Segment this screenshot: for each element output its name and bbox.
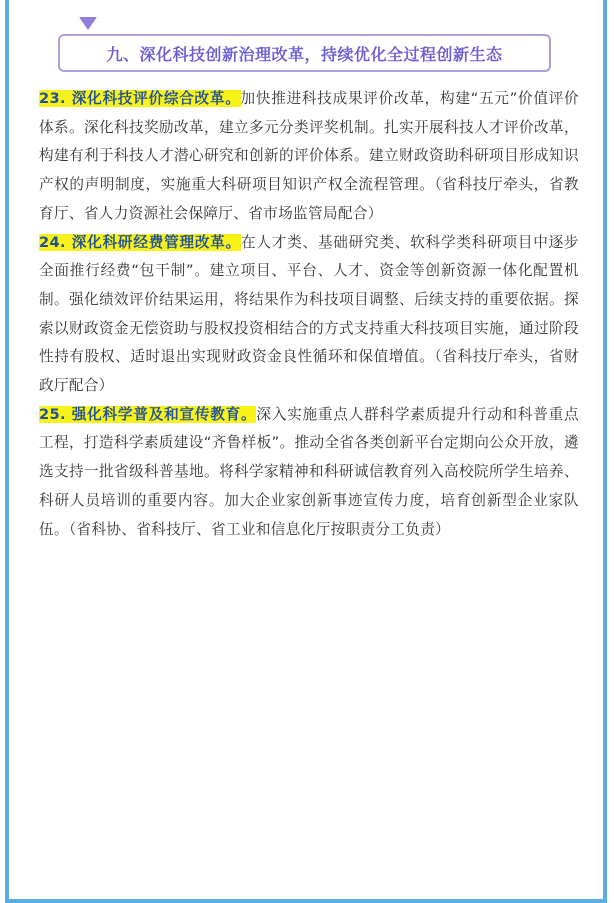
item-23 bbox=[39, 85, 579, 229]
item-23-heading bbox=[39, 90, 241, 107]
item-24-body: 在人才类、基础研究类、软科学类科研项目中逐步全面推行经费“包干制”。建立项目、平台、人才、资金等创新资源一体化配置机制。强化绩效评价结果运用，将结果作为科技项目调整、后续支持的重要依据。探索以财政资金无偿资助与股权投资相结合的方式支持重大科技项目实施，通过阶段性持有股权、适时退出实现财政资金良性循环和保值增值。（省科技厅牵头，省财政厅配合） bbox=[39, 233, 579, 395]
item-23-body: 加快推进科技成果评价改革，构建“五元”价值评价体系。深化科技奖励改革，建立多元分类评奖机制。扎实开展科技人才评价改革，构建有利于科技人才潜心研究和创新的评价体系。建立财政资助科研项目形成知识产权的声明制度，实施重大科研项目知识产权全流程管理。（省科技厅牵头，省教育厅、省人力资源社会保障厅、省市场监管局配合） bbox=[39, 90, 579, 222]
section-heading bbox=[58, 34, 551, 72]
item-25-body: 深入实施重点人群科学素质提升行动和科普重点工程，打造科学素质建设“齐鲁样板”。推动全省各类创新平台定期向公众开放，遴选支持一批省级科普基地。将科学家精神和科研诚信教育列入高校院所学生培养、科研人员培训的重要内容。加大企业家创新事迹宣传力度，培育创新型企业家队伍。（省科协、省科技厅、省工业和信息化厅按职责分工负责） bbox=[39, 405, 579, 538]
item-24 bbox=[39, 229, 579, 401]
item-25-heading bbox=[39, 406, 256, 423]
item-23-title: 深化科技评价综合改革。 bbox=[71, 90, 241, 107]
article-body bbox=[39, 85, 579, 544]
section-title: 九、深化科技创新治理改革，持续优化全过程创新生态 bbox=[106, 44, 503, 64]
item-24-title: 深化科研经费管理改革。 bbox=[71, 233, 241, 251]
item-24-heading bbox=[39, 234, 241, 251]
item-24-number: 24. bbox=[39, 233, 66, 251]
item-25-number: 25. bbox=[39, 405, 66, 423]
item-25 bbox=[39, 401, 579, 545]
down-triangle-icon bbox=[79, 17, 97, 30]
item-23-number: 23. bbox=[39, 90, 66, 107]
item-25-title: 强化科学普及和宣传教育。 bbox=[71, 405, 257, 423]
